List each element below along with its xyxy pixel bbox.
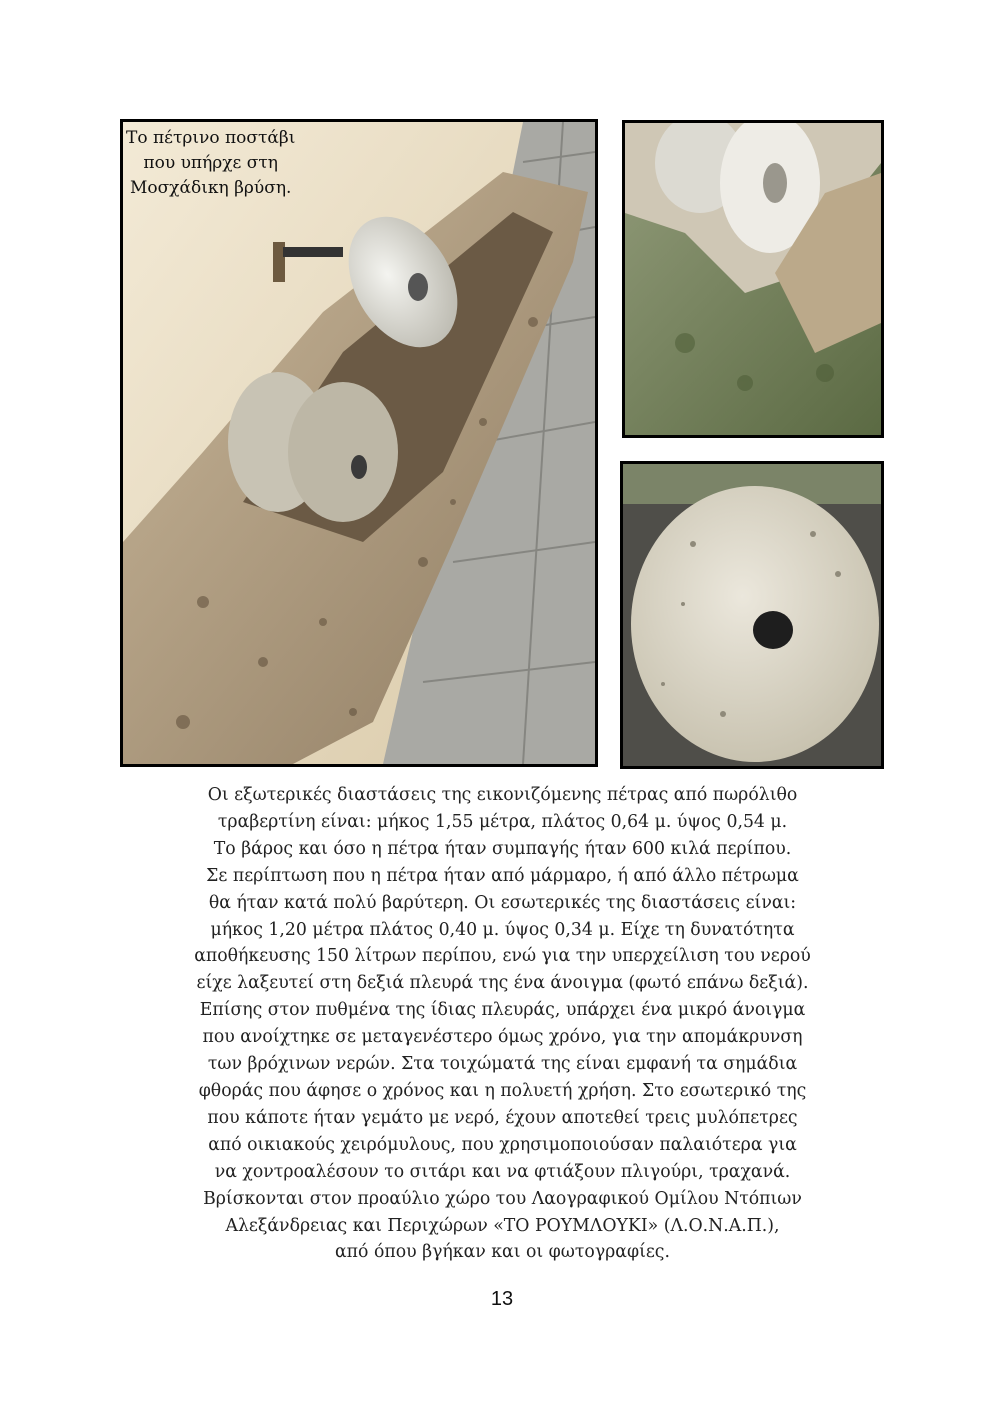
stone-trough-photo — [120, 119, 598, 767]
body-line: Επίσης στον πυθμένα της ίδιας πλευράς, υπάρχει ένα μικρό άνοιγμα — [199, 1000, 806, 1021]
photo-caption — [126, 126, 295, 201]
body-line: Οι εξωτερικές διαστάσεις της εικονιζόμενης πέτρας από πωρόλιθο — [207, 785, 798, 805]
body-line: να χοντροαλέσουν το σιτάρι και να φτιάξουν πλιγούρι, τραχανά. — [214, 1161, 791, 1182]
millstone-illustration — [623, 464, 881, 766]
caption-line: Μοσχάδικη βρύση. — [129, 178, 292, 198]
millstone-photo — [620, 461, 884, 769]
body-line: Βρίσκονται στον προαύλιο χώρο του Λαογραφικού Ομίλου Ντόπιων — [203, 1188, 802, 1209]
caption-line: Το πέτρινο ποστάβι — [126, 128, 296, 148]
caption-line: που υπήρχε στη — [143, 153, 278, 173]
body-line: από όπου βγήκαν και οι φωτογραφίες. — [335, 1242, 670, 1263]
body-line: από οικιακούς χειρόμυλους, που χρησιμοποιούσαν παλαιότερα για — [208, 1134, 797, 1155]
body-line: Το βάρος και όσο η πέτρα ήταν συμπαγής ήταν 600 κιλά περίπου. — [213, 838, 792, 859]
body-line: φθοράς που άφησε ο χρόνος και η πολυετή χρήση. Στο εσωτερικό της — [198, 1080, 807, 1101]
stone-trough-illustration — [123, 122, 595, 764]
overflow-opening-photo — [622, 120, 884, 438]
body-line: μήκος 1,20 μέτρα πλάτος 0,40 μ. ύψος 0,34 μ. Είχε τη δυνατότητα — [210, 919, 795, 940]
body-line: θα ήταν κατά πολύ βαρύτερη. Οι εσωτερικές της διαστάσεις είναι: — [208, 892, 797, 913]
body-line: των βρόχινων νερών. Στα τοιχώματά της είναι εμφανή τα σημάδια — [207, 1054, 798, 1075]
body-line: που ανοίχτηκε σε μεταγενέστερο όμως χρόνο, για την απομάκρυνση — [202, 1027, 803, 1048]
body-line: που κάποτε ήταν γεμάτο με νερό, έχουν αποτεθεί τρεις μυλόπετρες — [207, 1107, 798, 1128]
body-line: είχε λαξευτεί στη δεξιά πλευρά της ένα άνοιγμα (φωτό επάνω δεξιά). — [196, 973, 809, 994]
body-line: αποθήκευσης 150 λίτρων περίπου, ενώ για την υπερχείλιση του νερού — [194, 946, 811, 967]
page-number: 13 — [490, 1288, 514, 1310]
body-text — [120, 782, 885, 1266]
overflow-opening-illustration — [625, 123, 881, 435]
body-line: Σε περίπτωση που η πέτρα ήταν από μάρμαρο, ή από άλλο πέτρωμα — [206, 865, 799, 886]
body-line: Αλεξάνδρειας και Περιχώρων «ΤΟ ΡΟΥΜΛΟΥΚΙ» (Λ.Ο.Ν.Α.Π.), — [225, 1215, 780, 1236]
body-line: τραβερτίνη είναι: μήκος 1,55 μέτρα, πλάτος 0,64 μ. ύψος 0,54 μ. — [217, 811, 788, 832]
